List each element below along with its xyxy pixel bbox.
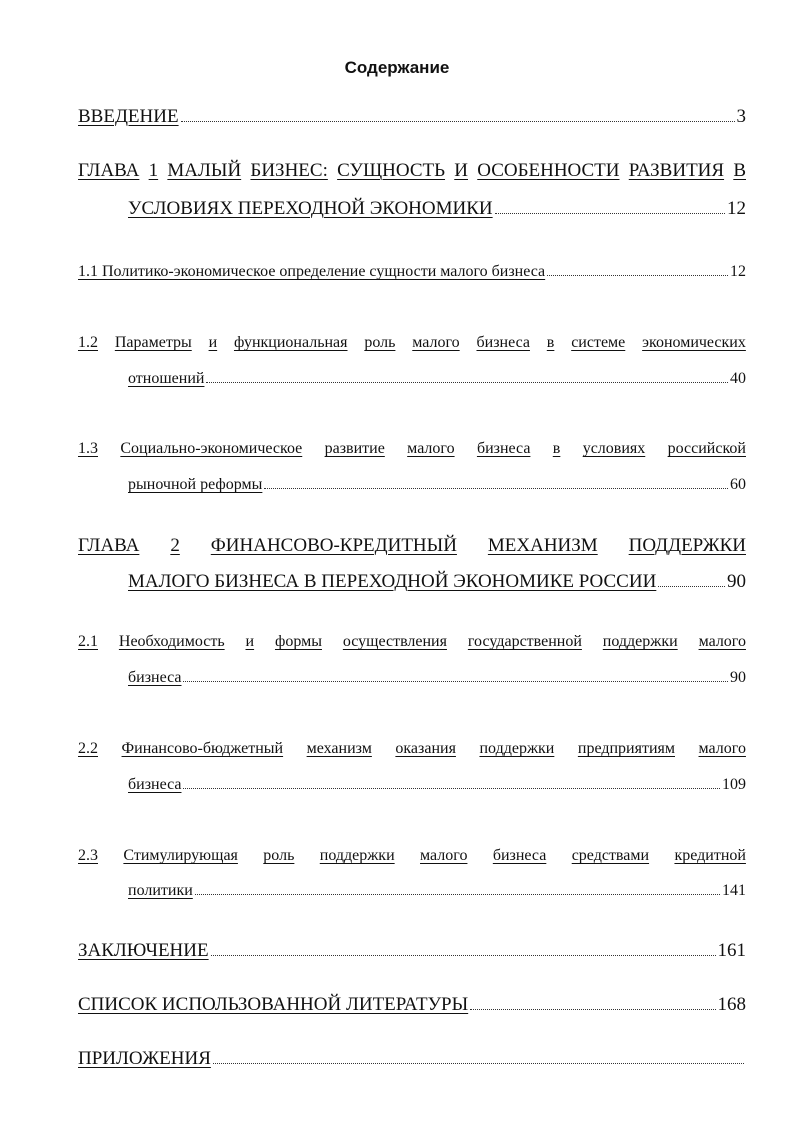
dot-leader — [213, 1062, 744, 1064]
toc-section-1-3-line2[interactable] — [128, 476, 746, 494]
toc-word: предприятиям — [577, 740, 675, 757]
toc-word: бизнеса — [476, 334, 530, 351]
toc-entry-conclusion[interactable] — [78, 940, 746, 962]
toc-word: поддержки — [319, 847, 395, 864]
toc-word: малого — [407, 440, 455, 457]
toc-entry-text[interactable]: рыночной реформы — [128, 476, 263, 493]
toc-word: системе — [571, 334, 626, 351]
dot-leader — [183, 787, 720, 789]
toc-section-2-2-line2[interactable] — [128, 776, 746, 794]
dot-leader — [206, 381, 728, 383]
toc-word: Параметры — [114, 334, 192, 351]
toc-word: малого — [698, 740, 746, 757]
toc-word: СУЩНОСТЬ — [337, 160, 446, 181]
toc-entry-text[interactable]: отношений — [128, 370, 205, 387]
toc-section-1-3-line1[interactable] — [78, 440, 746, 458]
toc-entry-text[interactable]: бизнеса — [128, 669, 182, 686]
toc-word: в — [546, 334, 555, 351]
toc-entry-text[interactable]: политики — [128, 882, 193, 899]
toc-word: ПОДДЕРЖКИ — [628, 535, 746, 556]
toc-word: ОСОБЕННОСТИ — [477, 160, 620, 181]
toc-word: БИЗНЕС: — [250, 160, 328, 181]
toc-entry-text[interactable]: СПИСОК ИСПОЛЬЗОВАННОЙ ЛИТЕРАТУРЫ — [78, 994, 469, 1015]
toc-section-1-2-line2[interactable] — [128, 370, 746, 388]
dot-leader — [183, 680, 728, 682]
toc-word: Социально-экономическое — [120, 440, 303, 457]
toc-word: развитие — [324, 440, 385, 457]
toc-word: В — [733, 160, 746, 181]
dot-leader — [211, 954, 716, 956]
toc-word: 2 — [170, 535, 180, 556]
toc-entry-text[interactable]: ЗАКЛЮЧЕНИЕ — [78, 940, 209, 961]
toc-section-1-1[interactable] — [78, 263, 746, 281]
toc-word: в — [552, 440, 561, 457]
toc-word: и — [245, 633, 255, 650]
toc-entry-text[interactable]: ВВЕДЕНИЕ — [78, 106, 179, 127]
toc-page-number: 141 — [722, 882, 746, 899]
toc-word: роль — [263, 847, 295, 864]
toc-section-1-2-line1[interactable] — [78, 334, 746, 352]
toc-word: оказания — [395, 740, 456, 757]
toc-word: поддержки — [479, 740, 555, 757]
dot-leader — [495, 212, 725, 214]
toc-entry-references[interactable] — [78, 994, 746, 1016]
toc-word: ГЛАВА — [78, 160, 140, 181]
toc-word: 2.1 — [78, 633, 98, 650]
toc-word: государственной — [467, 633, 582, 650]
toc-page-number: 90 — [730, 669, 746, 686]
toc-chapter-1-line1[interactable] — [78, 160, 746, 182]
toc-chapter-2-line2[interactable] — [128, 571, 746, 593]
toc-word: Стимулирующая — [123, 847, 238, 864]
toc-word: и — [208, 334, 218, 351]
toc-section-2-3-line2[interactable] — [128, 882, 746, 900]
toc-page-number: 12 — [730, 263, 746, 280]
toc-word: механизм — [306, 740, 372, 757]
toc-word: 1 — [148, 160, 159, 181]
toc-word: малого — [698, 633, 746, 650]
toc-chapter-1-line2[interactable] — [128, 198, 746, 220]
toc-section-2-1-line1[interactable] — [78, 633, 746, 651]
dot-leader — [195, 893, 720, 895]
toc-word: ФИНАНСОВО-КРЕДИТНЫЙ — [210, 535, 457, 556]
toc-page-number: 60 — [730, 476, 746, 493]
toc-word: бизнеса — [476, 440, 531, 457]
toc-word: экономических — [642, 334, 746, 351]
toc-entry-text[interactable]: бизнеса — [128, 776, 182, 793]
toc-word: РАЗВИТИЯ — [628, 160, 725, 181]
toc-entry-text[interactable]: ПРИЛОЖЕНИЯ — [78, 1048, 211, 1069]
toc-page-number: 90 — [727, 571, 746, 592]
toc-section-2-2-line1[interactable] — [78, 740, 746, 758]
toc-word: бизнеса — [492, 847, 547, 864]
dot-leader — [181, 120, 735, 122]
toc-word: МАЛЫЙ — [167, 160, 242, 181]
toc-section-2-1-line2[interactable] — [128, 669, 746, 687]
toc-page-number: 3 — [736, 106, 746, 127]
dot-leader — [658, 585, 725, 587]
toc-word: 2.2 — [78, 740, 98, 757]
dot-leader — [264, 487, 728, 489]
page-title: Содержание — [344, 58, 450, 77]
toc-entry-text[interactable]: УСЛОВИЯХ ПЕРЕХОДНОЙ ЭКОНОМИКИ — [128, 198, 493, 219]
toc-word: Финансово-бюджетный — [121, 740, 284, 757]
toc-page-number: 12 — [727, 198, 746, 219]
dot-leader — [547, 274, 728, 276]
dot-leader — [470, 1008, 715, 1010]
toc-word: МЕХАНИЗМ — [487, 535, 598, 556]
toc-word: Необходимость — [118, 633, 225, 650]
toc-word: функциональная — [233, 334, 348, 351]
toc-word: осуществления — [342, 633, 447, 650]
toc-page-number: 168 — [717, 994, 746, 1015]
toc-entry-appendix[interactable] — [78, 1048, 746, 1070]
toc-chapter-2-line1[interactable] — [78, 535, 746, 557]
toc-word: средствами — [571, 847, 650, 864]
toc-page-number: 161 — [717, 940, 746, 961]
toc-word: 1.2 — [78, 334, 98, 351]
toc-word: ГЛАВА — [78, 535, 140, 556]
toc-word: условиях — [582, 440, 646, 457]
toc-page-number: 40 — [730, 370, 746, 387]
toc-word: 1.3 — [78, 440, 98, 457]
toc-entry-intro[interactable] — [78, 106, 746, 128]
toc-word: И — [454, 160, 468, 181]
toc-word: роль — [364, 334, 396, 351]
toc-word: малого — [412, 334, 460, 351]
toc-word: малого — [420, 847, 468, 864]
toc-page-number: 109 — [722, 776, 746, 793]
toc-entry-text[interactable]: 1.1 Политико-экономическое определение сущности малого бизнеса — [78, 263, 546, 280]
toc-word: кредитной — [674, 847, 746, 864]
toc-word: формы — [274, 633, 322, 650]
toc-section-2-3-line1[interactable] — [78, 847, 746, 865]
toc-entry-text[interactable]: МАЛОГО БИЗНЕСА В ПЕРЕХОДНОЙ ЭКОНОМИКЕ РОССИИ — [128, 571, 657, 592]
toc-word: 2.3 — [78, 847, 98, 864]
toc-word: поддержки — [602, 633, 678, 650]
toc-word: российской — [667, 440, 746, 457]
